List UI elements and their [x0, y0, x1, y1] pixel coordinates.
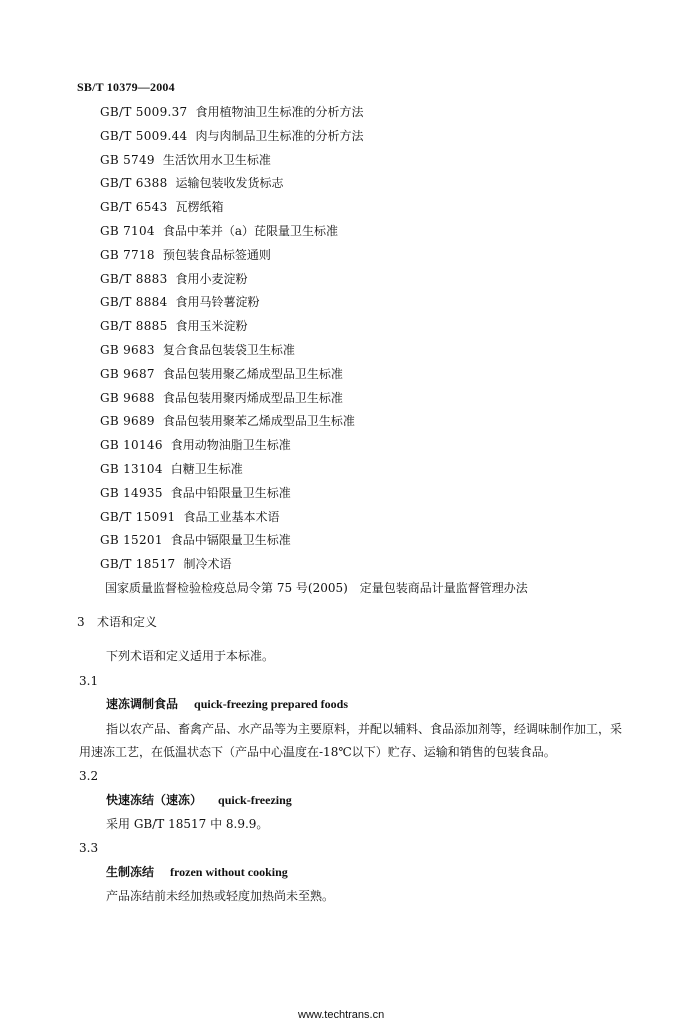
reference-item: [100, 271, 528, 295]
term-number: 3.1: [79, 674, 99, 688]
reference-item: [100, 342, 528, 366]
reference-title: 运输包装收发货标志: [175, 176, 284, 191]
reference-item: [100, 413, 528, 437]
reference-title: 食品包装用聚乙烯成型品卫生标准: [162, 366, 343, 381]
reference-title: 食品工业基本术语: [183, 509, 280, 524]
reference-title: 食品中镉限量卫生标准: [170, 533, 291, 548]
reference-title: 制冷术语: [183, 557, 232, 572]
reference-title: 生活饮用水卫生标准: [162, 152, 271, 167]
reference-item: [100, 199, 528, 223]
reference-title: 食用小麦淀粉: [175, 271, 248, 286]
reference-item: [100, 175, 528, 199]
reference-item: [100, 128, 528, 152]
reference-item: [100, 318, 528, 342]
section-heading: [77, 614, 157, 630]
reference-code: GB 9688: [100, 390, 155, 405]
reference-title: 食品包装用聚丙烯成型品卫生标准: [162, 390, 343, 405]
term-definition-cont: 用速冻工艺，在低温状态下（产品中心温度在-18℃以下）贮存、运输和销售的包装食品。: [79, 745, 556, 759]
reference-code: GB/T 18517: [100, 557, 176, 572]
reference-item: [100, 461, 528, 485]
term-definition: 产品冻结前未经加热或轻度加热尚未至熟。: [106, 889, 335, 903]
footer-url[interactable]: www.techtrans.cn: [298, 1009, 385, 1021]
reference-code: GB 9689: [100, 414, 155, 429]
reference-item: [100, 532, 528, 556]
term-zh: 生制冻结: [106, 865, 155, 879]
reference-code: GB 9687: [100, 366, 155, 381]
reference-item: [100, 509, 528, 533]
term-zh: 快速冻结（速冻）: [106, 793, 203, 807]
term-definition: 指以农产品、畜禽产品、水产品等为主要原料，并配以辅料、食品添加剂等，经调味制作加工，采: [106, 722, 623, 736]
reference-code: GB 14935: [100, 485, 163, 500]
reference-code: GB 10146: [100, 438, 163, 453]
regulation-notice: 国家质量监督检验检疫总局令第 75 号(2005) 定量包装商品计量监督管理办法: [105, 580, 528, 595]
term-number: 3.2: [79, 769, 99, 783]
reference-title: 食用玉米淀粉: [175, 319, 248, 334]
reference-item: [100, 437, 528, 461]
section-title: 术语和定义: [97, 615, 158, 629]
section-intro: 下列术语和定义适用于本标准。: [106, 649, 275, 663]
reference-code: GB/T 6388: [100, 176, 168, 191]
reference-title: 复合食品包装袋卫生标准: [162, 342, 295, 357]
reference-item: [100, 152, 528, 176]
reference-code: GB 15201: [100, 533, 163, 548]
section-number: 3: [77, 615, 85, 629]
reference-title: 食用动物油脂卫生标准: [170, 438, 291, 453]
term-heading: [106, 792, 292, 808]
reference-item: [100, 104, 528, 128]
reference-title: 肉与肉制品卫生标准的分析方法: [195, 128, 364, 143]
reference-code: GB/T 5009.37: [100, 105, 188, 119]
reference-code: GB/T 8884: [100, 295, 168, 310]
reference-code: GB 13104: [100, 461, 163, 476]
reference-item: [100, 294, 528, 318]
reference-item: [100, 366, 528, 390]
reference-item: [100, 390, 528, 414]
reference-title: 食品中铅限量卫生标准: [170, 485, 291, 500]
reference-code: GB/T 5009.44: [100, 128, 188, 143]
reference-title: 瓦楞纸箱: [175, 200, 224, 215]
reference-item: [100, 556, 528, 580]
reference-code: GB/T 6543: [100, 200, 168, 215]
reference-code: GB 9683: [100, 342, 155, 357]
reference-item: [100, 223, 528, 247]
reference-code: GB 5749: [100, 152, 155, 167]
reference-code: GB/T 8883: [100, 271, 168, 286]
reference-title: 食品中苯并（a）芘限量卫生标准: [162, 223, 339, 238]
reference-title: 食用马铃薯淀粉: [175, 295, 260, 310]
reference-item: [100, 247, 528, 271]
term-number: 3.3: [79, 841, 99, 855]
normative-references-list: [100, 104, 528, 604]
term-zh: 速冻调制食品: [106, 697, 179, 711]
reference-code: GB/T 8885: [100, 319, 168, 334]
term-en: frozen without cooking: [170, 865, 288, 879]
document-id: SB/T 10379—2004: [77, 80, 175, 94]
term-en: quick-freezing: [218, 793, 292, 807]
term-heading: [106, 696, 348, 712]
reference-title: 白糖卫生标准: [170, 461, 243, 476]
reference-item: [100, 485, 528, 509]
reference-code: GB 7718: [100, 247, 155, 262]
term-en: quick-freezing prepared foods: [194, 697, 349, 711]
reference-title: 预包装食品标签通则: [162, 247, 271, 262]
reference-code: GB/T 15091: [100, 509, 176, 524]
reference-code: GB 7104: [100, 223, 155, 238]
term-heading: [106, 864, 288, 880]
term-definition: 采用 GB/T 18517 中 8.9.9。: [106, 817, 269, 831]
reference-title: 食品包装用聚苯乙烯成型品卫生标准: [162, 414, 355, 429]
reference-title: 食用植物油卫生标准的分析方法: [195, 105, 364, 119]
